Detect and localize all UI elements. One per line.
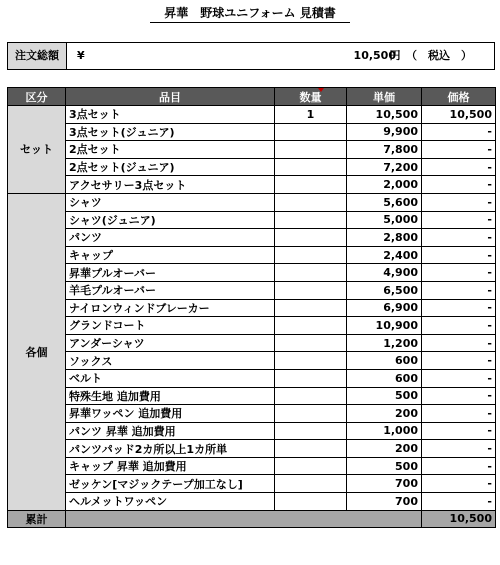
- table-row: [8, 352, 496, 370]
- header-qty: 数量: [275, 88, 347, 106]
- title-underline: [150, 22, 350, 23]
- price-cell: -: [422, 440, 496, 458]
- item-name-cell: グランドコート: [66, 317, 275, 335]
- sum-label: 累計: [8, 510, 66, 528]
- document-title: 昇華 野球ユニフォーム 見積書: [0, 4, 500, 21]
- unit-price-cell: 2,800: [347, 229, 422, 247]
- qty-cell[interactable]: [275, 493, 347, 511]
- price-cell: -: [422, 405, 496, 423]
- unit-price-cell: 1,000: [347, 422, 422, 440]
- category-cell: セット: [8, 106, 66, 194]
- item-name-cell: 特殊生地 追加費用: [66, 387, 275, 405]
- order-total-value: 10,500: [353, 49, 396, 62]
- item-name-cell: ゼッケン[マジックテープ加工なし]: [66, 475, 275, 493]
- table-row: [8, 457, 496, 475]
- unit-price-cell: 5,000: [347, 211, 422, 229]
- table-row: [8, 493, 496, 511]
- unit-price-cell: 600: [347, 352, 422, 370]
- qty-cell[interactable]: [275, 176, 347, 194]
- order-total-box: [7, 42, 495, 70]
- qty-cell[interactable]: [275, 158, 347, 176]
- item-name-cell: ソックス: [66, 352, 275, 370]
- item-name-cell: アンダーシャツ: [66, 334, 275, 352]
- price-cell: -: [422, 229, 496, 247]
- item-name-cell: 2点セット(ジュニア): [66, 158, 275, 176]
- table-row: [8, 123, 496, 141]
- unit-price-cell: 7,200: [347, 158, 422, 176]
- qty-cell[interactable]: 1: [275, 106, 347, 124]
- item-name-cell: シャツ(ジュニア): [66, 211, 275, 229]
- item-name-cell: ヘルメットワッペン: [66, 493, 275, 511]
- item-name-cell: 3点セット(ジュニア): [66, 123, 275, 141]
- order-total-currency: ¥: [77, 49, 85, 62]
- price-cell: -: [422, 334, 496, 352]
- unit-price-cell: 10,500: [347, 106, 422, 124]
- qty-cell[interactable]: [275, 229, 347, 247]
- table-row: [8, 405, 496, 423]
- unit-price-cell: 5,600: [347, 193, 422, 211]
- header-price: 価格: [422, 88, 496, 106]
- unit-price-cell: 500: [347, 387, 422, 405]
- price-cell: -: [422, 317, 496, 335]
- table-row: [8, 475, 496, 493]
- price-cell: -: [422, 141, 496, 159]
- price-cell: -: [422, 387, 496, 405]
- item-name-cell: 2点セット: [66, 141, 275, 159]
- header-unit-price: 単価: [347, 88, 422, 106]
- table-row: [8, 422, 496, 440]
- unit-price-cell: 2,400: [347, 246, 422, 264]
- table-row: [8, 246, 496, 264]
- item-name-cell: 昇華プルオーバー: [66, 264, 275, 282]
- sum-row: [8, 510, 496, 528]
- item-name-cell: シャツ: [66, 193, 275, 211]
- qty-cell[interactable]: [275, 387, 347, 405]
- item-name-cell: キャップ 昇華 追加費用: [66, 457, 275, 475]
- unit-price-cell: 700: [347, 493, 422, 511]
- qty-cell[interactable]: [275, 334, 347, 352]
- table-row: [8, 317, 496, 335]
- price-cell: 10,500: [422, 106, 496, 124]
- table-row: [8, 334, 496, 352]
- unit-price-cell: 4,900: [347, 264, 422, 282]
- comment-marker-icon: [318, 88, 324, 92]
- item-name-cell: キャップ: [66, 246, 275, 264]
- item-name-cell: ベルト: [66, 369, 275, 387]
- qty-cell[interactable]: [275, 422, 347, 440]
- category-cell: 各個: [8, 193, 66, 510]
- price-cell: -: [422, 457, 496, 475]
- unit-price-cell: 6,900: [347, 299, 422, 317]
- header-category: 区分: [8, 88, 66, 106]
- price-cell: -: [422, 299, 496, 317]
- price-cell: -: [422, 246, 496, 264]
- table-row: [8, 281, 496, 299]
- sum-price: 10,500: [422, 510, 496, 528]
- unit-price-cell: 200: [347, 440, 422, 458]
- price-cell: -: [422, 281, 496, 299]
- unit-price-cell: 700: [347, 475, 422, 493]
- price-cell: -: [422, 422, 496, 440]
- item-name-cell: 羊毛プルオーバー: [66, 281, 275, 299]
- qty-cell[interactable]: [275, 123, 347, 141]
- table-row: [8, 299, 496, 317]
- table-row: [8, 106, 496, 124]
- qty-cell[interactable]: [275, 457, 347, 475]
- qty-cell[interactable]: [275, 475, 347, 493]
- table-row: [8, 229, 496, 247]
- qty-cell[interactable]: [275, 369, 347, 387]
- item-name-cell: 3点セット: [66, 106, 275, 124]
- price-cell: -: [422, 369, 496, 387]
- order-total-unit: 円 （ 税込 ）: [389, 49, 472, 62]
- qty-cell[interactable]: [275, 246, 347, 264]
- unit-price-cell: 6,500: [347, 281, 422, 299]
- table-row: [8, 211, 496, 229]
- unit-price-cell: 7,800: [347, 141, 422, 159]
- item-name-cell: ナイロンウィンドブレーカー: [66, 299, 275, 317]
- table-row: [8, 369, 496, 387]
- price-cell: -: [422, 264, 496, 282]
- unit-price-cell: 200: [347, 405, 422, 423]
- price-cell: -: [422, 176, 496, 194]
- table-row: [8, 158, 496, 176]
- qty-cell[interactable]: [275, 281, 347, 299]
- qty-cell[interactable]: [275, 264, 347, 282]
- table-row: [8, 141, 496, 159]
- price-cell: -: [422, 475, 496, 493]
- table-row: [8, 176, 496, 194]
- unit-price-cell: 9,900: [347, 123, 422, 141]
- price-cell: -: [422, 158, 496, 176]
- table-body: [8, 106, 496, 528]
- price-cell: -: [422, 493, 496, 511]
- qty-cell[interactable]: [275, 352, 347, 370]
- sum-blank: [66, 510, 422, 528]
- table-row: [8, 387, 496, 405]
- unit-price-cell: 600: [347, 369, 422, 387]
- qty-cell[interactable]: [275, 141, 347, 159]
- table-header-row: [8, 88, 496, 106]
- qty-cell[interactable]: [275, 440, 347, 458]
- price-cell: -: [422, 193, 496, 211]
- qty-cell[interactable]: [275, 317, 347, 335]
- item-name-cell: パンツ 昇華 追加費用: [66, 422, 275, 440]
- qty-cell[interactable]: [275, 299, 347, 317]
- price-cell: -: [422, 352, 496, 370]
- price-cell: -: [422, 123, 496, 141]
- item-name-cell: 昇華ワッペン 追加費用: [66, 405, 275, 423]
- unit-price-cell: 10,900: [347, 317, 422, 335]
- item-name-cell: パンツパッド2カ所以上1カ所単: [66, 440, 275, 458]
- qty-cell[interactable]: [275, 405, 347, 423]
- estimate-table: [7, 87, 496, 528]
- order-total-label: 注文総額: [8, 43, 67, 69]
- table-row: [8, 440, 496, 458]
- qty-cell[interactable]: [275, 211, 347, 229]
- unit-price-cell: 1,200: [347, 334, 422, 352]
- unit-price-cell: 2,000: [347, 176, 422, 194]
- item-name-cell: パンツ: [66, 229, 275, 247]
- header-item: 品目: [66, 88, 275, 106]
- price-cell: -: [422, 211, 496, 229]
- table-row: [8, 264, 496, 282]
- item-name-cell: アクセサリー3点セット: [66, 176, 275, 194]
- qty-cell[interactable]: [275, 193, 347, 211]
- table-row: [8, 193, 496, 211]
- unit-price-cell: 500: [347, 457, 422, 475]
